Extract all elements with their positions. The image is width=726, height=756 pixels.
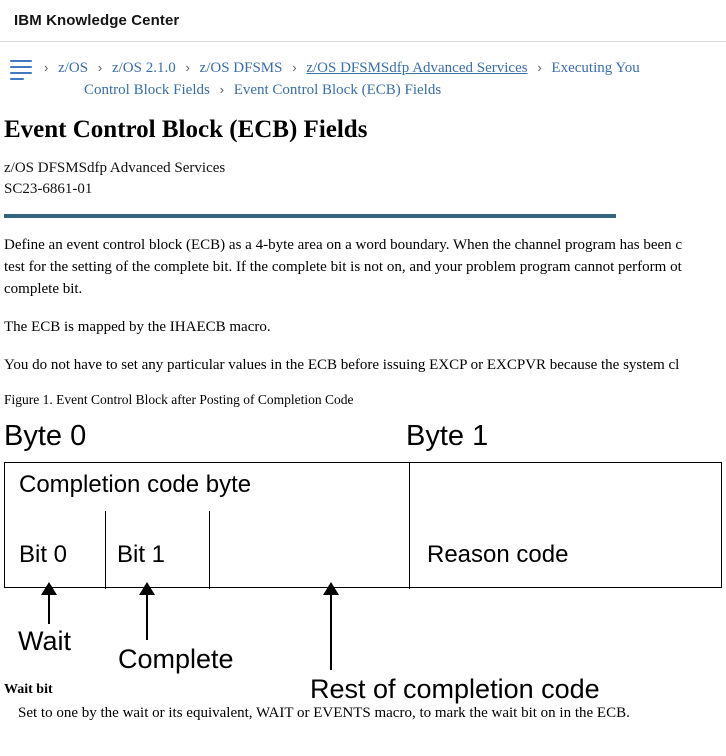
paragraph-3: You do not have to set any particular values in the ECB before issuing EXCP or EXCPVR because the system cl <box>4 357 680 373</box>
breadcrumb-item-ecb-fields[interactable]: Event Control Block (ECB) Fields <box>233 82 442 98</box>
breadcrumb-chevron-icon: › <box>537 60 542 75</box>
term-name: Wait bit <box>4 682 53 697</box>
breadcrumb-item-control-block-fields[interactable]: Control Block Fields <box>84 82 210 98</box>
page-content <box>0 116 726 408</box>
arrow-complete-icon <box>146 594 148 640</box>
breadcrumb-item-zos-dfsms[interactable]: z/OS DFSMS <box>199 60 283 76</box>
breadcrumb-chevron-icon: › <box>97 60 103 75</box>
hamburger-menu-icon[interactable] <box>10 56 36 82</box>
divider-byte <box>409 463 410 589</box>
callout-wait: Wait <box>18 626 71 656</box>
callout-rest-of-completion-code: Rest of completion code <box>310 674 600 704</box>
arrow-wait-icon <box>48 594 50 624</box>
section-divider <box>4 214 616 218</box>
divider-bit0 <box>105 511 106 589</box>
menu-line-1 <box>10 60 32 62</box>
figure-byte0-label: Byte 0 <box>4 420 87 452</box>
divider-bit1 <box>209 511 210 589</box>
paragraph-2: The ECB is mapped by the IHAECB macro. <box>4 319 271 335</box>
completion-code-byte-label: Completion code byte <box>19 471 252 498</box>
breadcrumb-item-executing-your[interactable]: Executing You <box>551 60 640 76</box>
breadcrumb-chevron-icon: › <box>219 82 224 97</box>
reason-code-label: Reason code <box>427 541 569 568</box>
menu-line-4 <box>10 78 24 80</box>
breadcrumb-item-zos-210[interactable]: z/OS 2.1.0 <box>111 60 176 76</box>
menu-line-2 <box>10 66 32 68</box>
breadcrumb-chevron-icon: › <box>44 60 49 75</box>
breadcrumb-item-zos[interactable]: z/OS <box>58 60 89 76</box>
document-number: SC23-6861-01 <box>4 181 93 197</box>
callout-complete: Complete <box>118 644 234 674</box>
breadcrumb-item-dfsmsdfp-advanced-services[interactable]: z/OS DFSMSdfp Advanced Services <box>306 60 528 76</box>
breadcrumb-line-2 <box>36 78 726 102</box>
figure-caption: Figure 1. Event Control Block after Posting of Completion Code <box>4 392 354 407</box>
page-title: Event Control Block (ECB) Fields <box>4 116 368 143</box>
ecb-diagram-box <box>4 462 722 588</box>
breadcrumb-chevron-icon: › <box>292 60 297 75</box>
paragraph-1: Define an event control block (ECB) as a 4-byte area on a word boundary. When the channel program has been c <box>4 237 683 253</box>
breadcrumb-line-1 <box>36 56 726 80</box>
bit0-label: Bit 0 <box>19 541 68 568</box>
document-meta <box>4 158 718 200</box>
breadcrumb-chevron-icon: › <box>185 60 190 75</box>
paragraph-1-line2: test for the setting of the complete bit. If the complete bit is not on, and your problem program cannot perform ot <box>4 259 682 275</box>
term-definition: Set to one by the wait or its equivalent, WAIT or EVENTS macro, to mark the wait bit on in the ECB. <box>18 705 630 721</box>
bit1-label: Bit 1 <box>117 541 166 568</box>
arrow-rest-icon <box>330 594 332 670</box>
breadcrumb <box>0 42 726 102</box>
menu-line-3 <box>10 72 32 74</box>
site-header <box>0 0 726 42</box>
document-name: z/OS DFSMSdfp Advanced Services <box>4 160 226 176</box>
site-title: IBM Knowledge Center <box>14 12 180 29</box>
paragraph-1-line3: complete bit. <box>4 281 83 297</box>
figure-byte1-label: Byte 1 <box>406 420 489 452</box>
